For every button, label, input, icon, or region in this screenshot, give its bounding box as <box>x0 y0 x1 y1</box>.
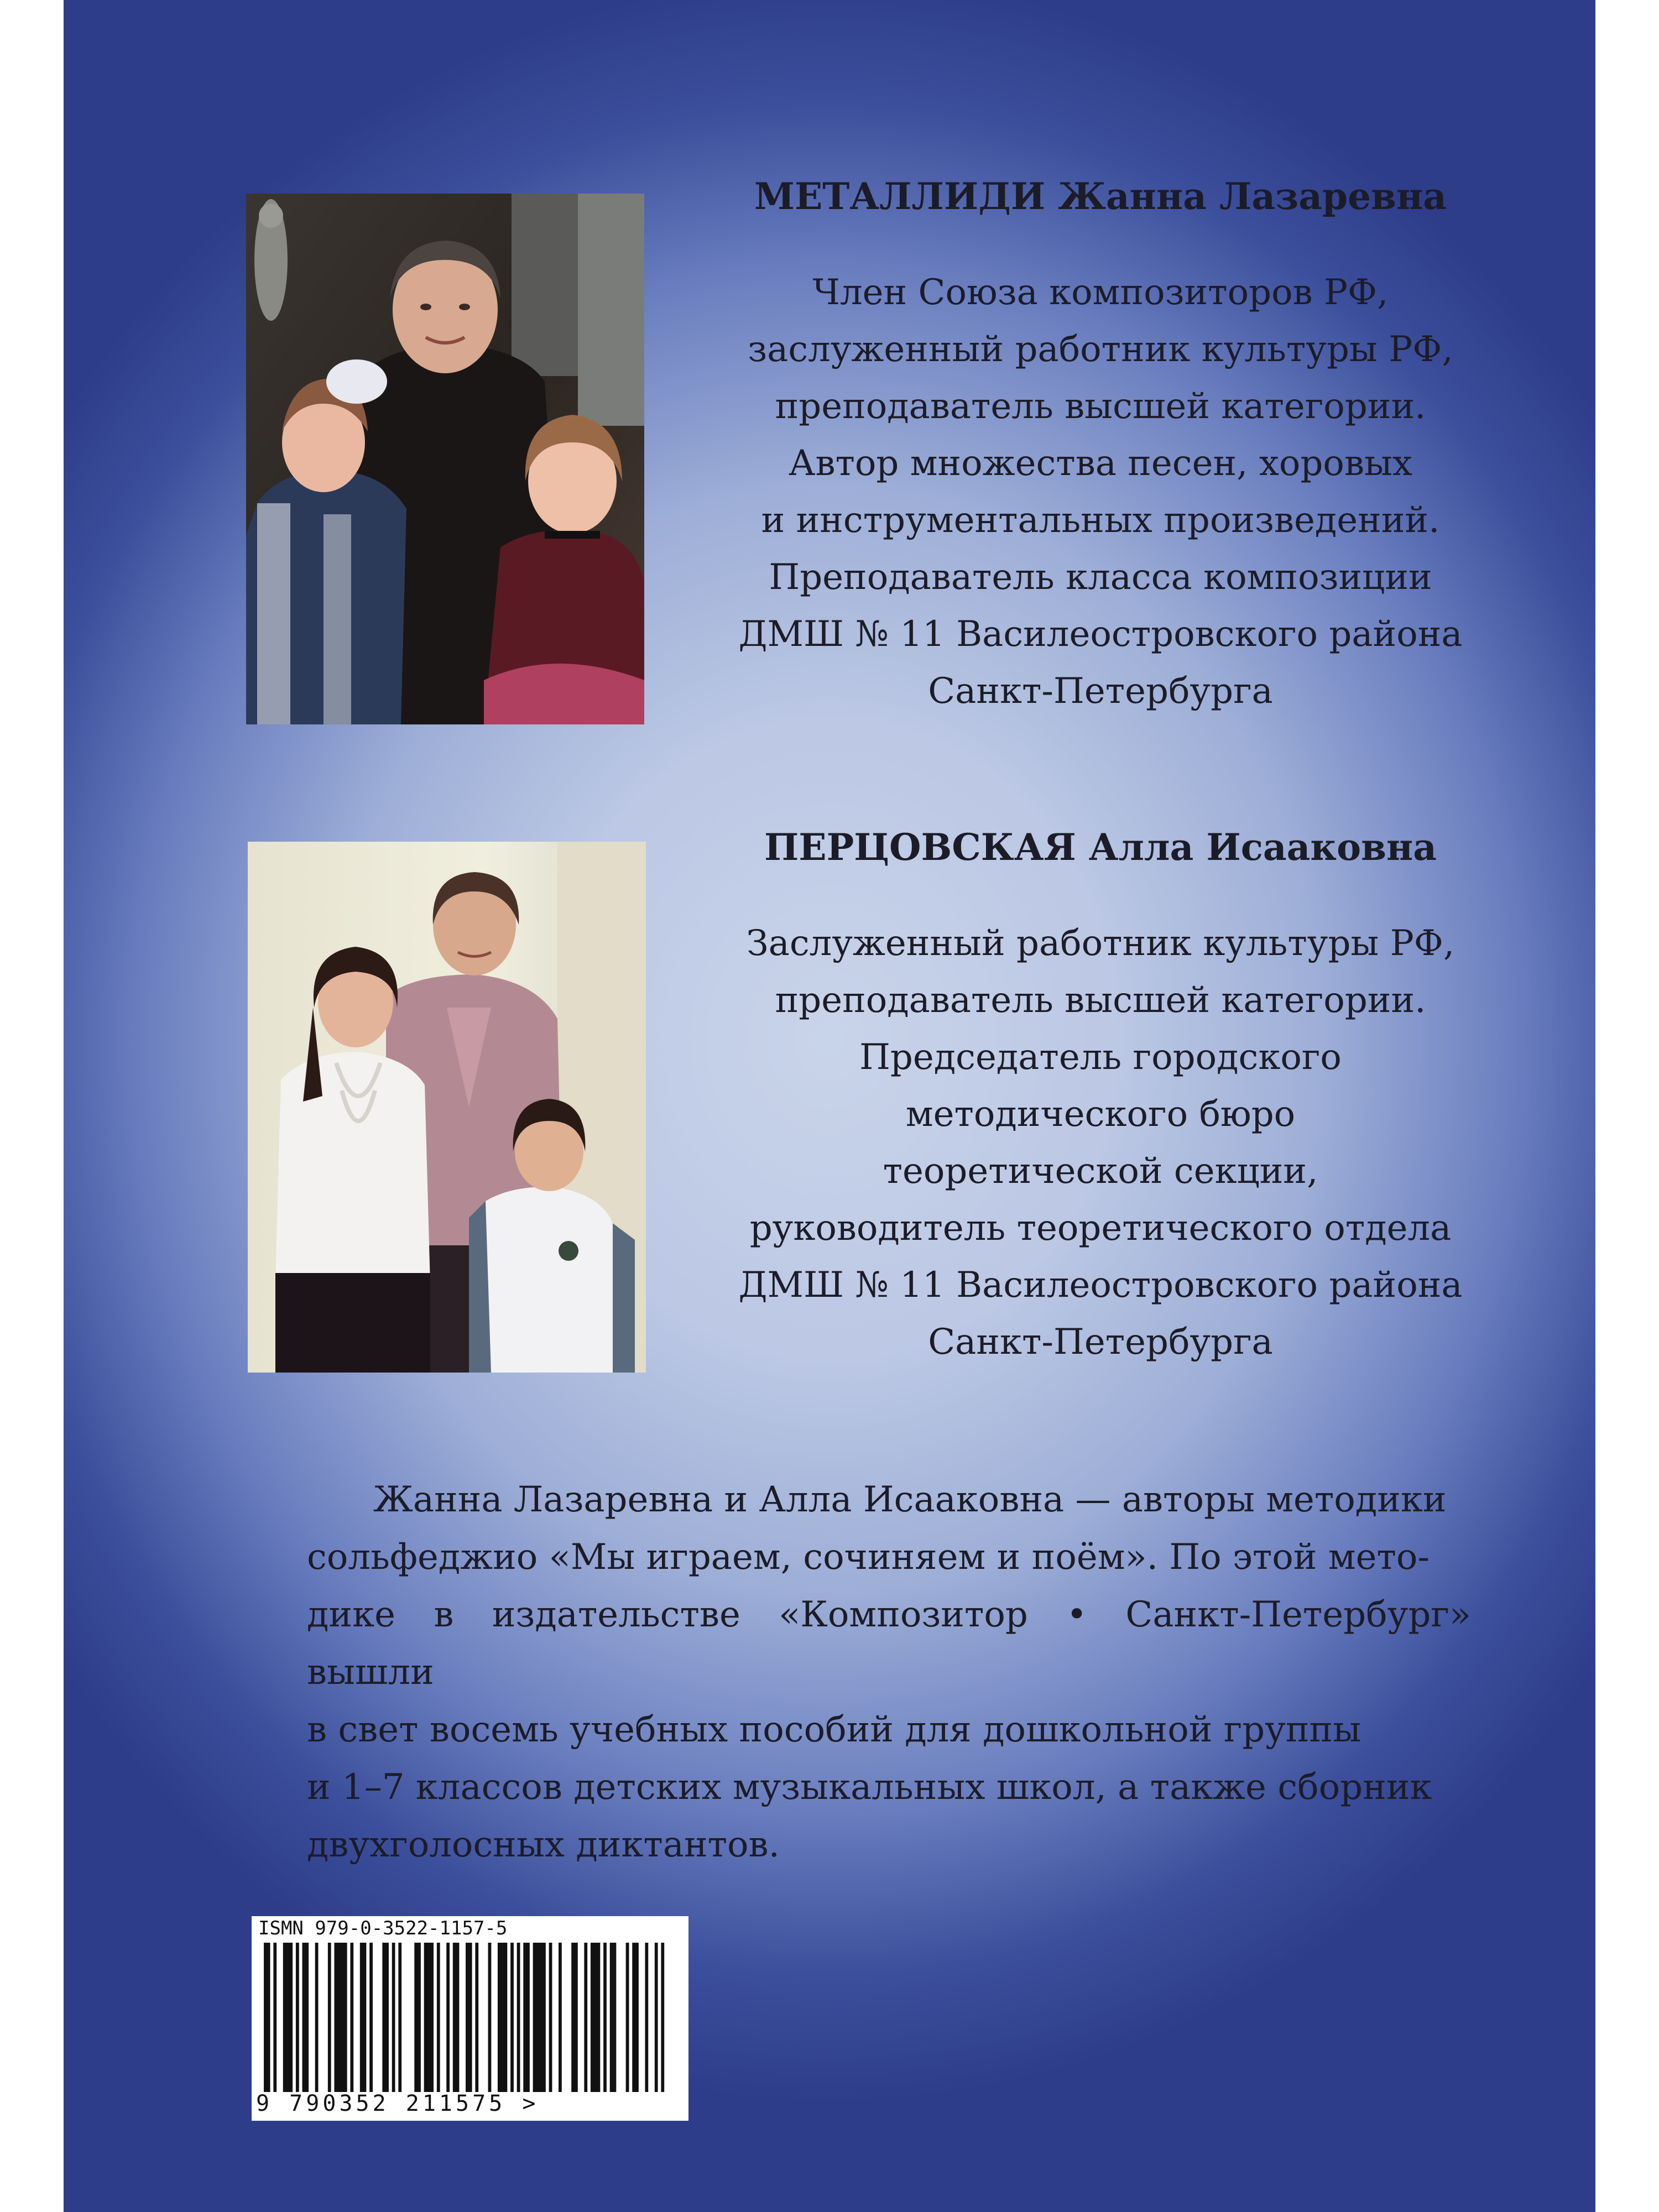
barcode-bar <box>283 1943 293 2092</box>
author1-photo-illustration <box>246 194 644 724</box>
author2-bio <box>713 822 1488 1371</box>
author2-bio-line: руководитель теоретического отдела <box>749 1208 1452 1249</box>
author2-bio-line: Санкт-Петербурга <box>928 1322 1273 1363</box>
author1-bio-line: Санкт-Петербурга <box>928 671 1273 712</box>
barcode-bars <box>264 1943 667 2092</box>
author2-photo <box>248 842 646 1373</box>
author1-bio-line: ДМШ № 11 Василеостровского района <box>738 614 1463 655</box>
barcode-bar <box>603 1943 607 2092</box>
barcode-bar <box>510 1943 514 2092</box>
summary-line: сольфеджио «Мы играем, сочиняем и поём». По этой мето- <box>307 1537 1430 1578</box>
barcode-bar <box>655 1943 658 2092</box>
barcode-bar <box>466 1943 472 2092</box>
author1-bio-line: Преподаватель класса композиции <box>769 557 1432 598</box>
barcode-bar <box>360 1943 367 2092</box>
barcode-bar <box>571 1943 578 2092</box>
barcode-bar <box>369 1943 373 2092</box>
barcode-bar <box>549 1943 552 2092</box>
summary-line: двухголосных диктантов. <box>307 1824 780 1865</box>
barcode-bar <box>437 1943 440 2092</box>
author1-photo <box>246 194 644 724</box>
barcode-bar <box>498 1943 507 2092</box>
author1-bio-line: заслуженный работник культуры РФ, <box>748 329 1453 370</box>
barcode-bar <box>382 1943 389 2092</box>
author2-name: ПЕРЦОВСКАЯ Алла Исааковна <box>764 826 1437 869</box>
author2-bio-line: теоретической секции, <box>883 1151 1318 1192</box>
barcode-bar <box>661 1943 664 2092</box>
summary-line: Жанна Лазаревна и Алла Исааковна — авторы методики <box>373 1479 1447 1520</box>
barcode-bar <box>328 1943 331 2092</box>
author1-bio-line: Автор множества песен, хоровых <box>788 443 1413 484</box>
barcode-bar <box>273 1943 276 2092</box>
barcode-bar <box>296 1943 299 2092</box>
author2-bio-line: Заслуженный работник культуры РФ, <box>746 923 1455 964</box>
barcode-bar <box>398 1943 401 2092</box>
author1-bio <box>713 171 1488 720</box>
barcode-bar <box>591 1943 600 2092</box>
barcode-bar <box>424 1943 434 2092</box>
barcode-bar <box>626 1943 629 2092</box>
ismn-barcode <box>252 1916 688 2121</box>
barcode-bar <box>414 1943 421 2092</box>
barcode-bar <box>453 1943 460 2092</box>
ismn-label: ISMN 979-0-3522-1157-5 <box>258 1917 508 1939</box>
barcode-bar <box>610 1943 617 2092</box>
barcode-bar <box>559 1943 562 2092</box>
barcode-bar <box>584 1943 587 2092</box>
barcode-digits: 9 790352 211575 > <box>256 2091 539 2116</box>
author1-name: МЕТАЛЛИДИ Жанна Лазаревна <box>754 175 1447 218</box>
summary-line: в свет восемь учебных пособий для дошкольной группы <box>307 1709 1361 1750</box>
author2-bio-line: преподаватель высшей категории. <box>775 980 1426 1021</box>
barcode-bar <box>446 1943 450 2092</box>
barcode-bar <box>315 1943 319 2092</box>
author2-bio-line: ДМШ № 11 Василеостровского района <box>738 1265 1463 1306</box>
barcode-bar <box>302 1943 309 2092</box>
barcode-bar <box>350 1943 353 2092</box>
barcode-bar <box>264 1943 270 2092</box>
barcode-bar <box>632 1943 639 2092</box>
barcode-bar <box>517 1943 520 2092</box>
barcode-bar <box>523 1943 530 2092</box>
summary-line: дике в издательстве «Композитор • Санкт-Петербург» вышли <box>307 1594 1471 1693</box>
summary-paragraph <box>307 1471 1471 1874</box>
book-back-cover <box>64 0 1595 2212</box>
barcode-bar <box>392 1943 395 2092</box>
author2-photo-illustration <box>248 842 646 1373</box>
author1-bio-line: и инструментальных произведений. <box>761 500 1440 541</box>
author1-bio-line: Член Союза композиторов РФ, <box>812 272 1389 313</box>
barcode-bar <box>334 1943 347 2092</box>
barcode-bar <box>533 1943 546 2092</box>
summary-line: и 1–7 классов детских музыкальных школ, а также сборник <box>307 1767 1432 1808</box>
barcode-bar <box>475 1943 478 2092</box>
barcode-bar <box>488 1943 492 2092</box>
barcode-bar <box>645 1943 648 2092</box>
author2-bio-line: методического бюро <box>905 1094 1296 1135</box>
author2-bio-line: Председатель городского <box>859 1037 1342 1078</box>
author1-bio-line: преподаватель высшей категории. <box>775 386 1426 427</box>
